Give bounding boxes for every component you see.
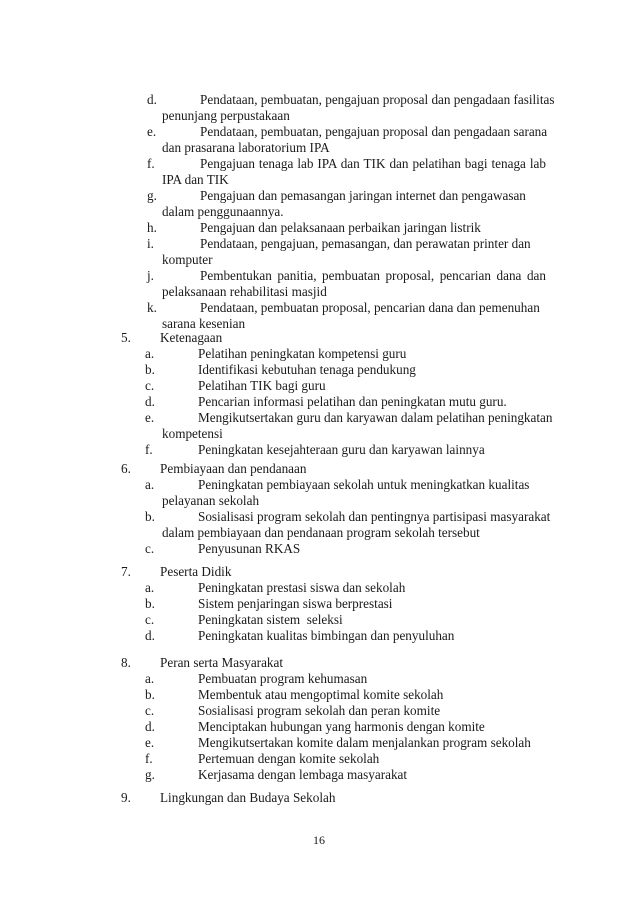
list-item xyxy=(0,671,638,687)
item-text: Mengikutsertakan guru dan karyawan dalam pelatihan peningkatan xyxy=(198,410,553,425)
list-item xyxy=(0,268,638,284)
item-text: Pengajuan dan pemasangan jaringan internet dan pengawasan xyxy=(200,188,526,203)
item-label: d. xyxy=(145,719,155,734)
page-number: 16 xyxy=(313,833,325,847)
section-number: 8. xyxy=(121,655,131,670)
list-item xyxy=(0,188,638,204)
top-list xyxy=(0,92,638,332)
section-number: 9. xyxy=(121,790,131,805)
item-continuation: pelaksanaan rehabilitasi masjid xyxy=(162,284,327,299)
section-heading xyxy=(0,461,638,477)
item-text: Kerjasama dengan lembaga masyarakat xyxy=(198,767,408,782)
section-title: Lingkungan dan Budaya Sekolah xyxy=(160,790,336,805)
item-continuation: pelayanan sekolah xyxy=(162,493,260,508)
list-item-continuation xyxy=(0,252,638,268)
list-item xyxy=(0,220,638,236)
list-item xyxy=(0,703,638,719)
list-item xyxy=(0,477,638,493)
section-title: Pembiayaan dan pendanaan xyxy=(160,461,307,476)
item-continuation: penunjang perpustakaan xyxy=(162,108,290,123)
list-item-continuation xyxy=(0,525,638,541)
list-item xyxy=(0,509,638,525)
list-item xyxy=(0,362,638,378)
list-item xyxy=(0,719,638,735)
item-label: d. xyxy=(145,628,155,643)
item-continuation: IPA dan TIK xyxy=(162,172,229,187)
item-text: Pembuatan program kehumasan xyxy=(198,671,368,686)
list-item-continuation xyxy=(0,108,638,124)
item-label: g. xyxy=(145,767,155,782)
item-label: c. xyxy=(145,541,155,556)
item-text: Membentuk atau mengoptimal komite sekolah xyxy=(198,687,444,702)
item-text: Peningkatan kualitas bimbingan dan penyuluhan xyxy=(198,628,455,643)
list-item xyxy=(0,596,638,612)
item-text: Pendataan, pembuatan, pengajuan proposal dan pengadaan fasilitas xyxy=(200,92,555,107)
list-item xyxy=(0,580,638,596)
item-text: Menciptakan hubungan yang harmonis dengan komite xyxy=(198,719,485,734)
item-text: Pendataan, pengajuan, pemasangan, dan perawatan printer dan xyxy=(200,236,531,251)
item-continuation: komputer xyxy=(162,252,213,267)
section-ketenagaan xyxy=(0,330,638,458)
item-text: Pembentukan panitia, pembuatan proposal, pencarian dana dan xyxy=(200,268,546,283)
item-label: g. xyxy=(147,188,157,203)
item-text: Peningkatan pembiayaan sekolah untuk meningkatkan kualitas xyxy=(198,477,530,492)
section-lingkungan-budaya xyxy=(0,790,638,806)
item-text: Pengajuan dan pelaksanaan perbaikan jaringan listrik xyxy=(200,220,481,235)
list-item xyxy=(0,92,638,108)
section-heading xyxy=(0,655,638,671)
item-continuation: dan prasarana laboratorium IPA xyxy=(162,140,330,155)
section-title: Peserta Didik xyxy=(160,564,232,579)
list-item xyxy=(0,410,638,426)
list-item xyxy=(0,735,638,751)
list-item-continuation xyxy=(0,172,638,188)
list-item xyxy=(0,124,638,140)
item-text: Peningkatan kesejahteraan guru dan karyawan lainnya xyxy=(198,442,485,457)
list-item xyxy=(0,541,638,557)
item-text: Sosialisasi program sekolah dan pentingnya partisipasi masyarakat xyxy=(198,509,551,524)
item-text: Pelatihan TIK bagi guru xyxy=(198,378,326,393)
item-label: k. xyxy=(147,300,157,315)
list-item xyxy=(0,687,638,703)
section-heading xyxy=(0,790,638,806)
item-label: a. xyxy=(145,671,155,686)
list-item-continuation xyxy=(0,493,638,509)
item-label: a. xyxy=(145,346,155,361)
item-text: Mengikutsertakan komite dalam menjalankan program sekolah xyxy=(198,735,531,750)
item-continuation: kompetensi xyxy=(162,426,223,441)
list-item xyxy=(0,767,638,783)
list-item xyxy=(0,346,638,362)
section-heading xyxy=(0,330,638,346)
item-label: b. xyxy=(145,362,155,377)
item-label: b. xyxy=(145,687,155,702)
section-heading xyxy=(0,564,638,580)
list-item-continuation xyxy=(0,140,638,156)
item-label: c. xyxy=(145,612,155,627)
item-text: Pendataan, pembuatan proposal, pencarian dana dan pemenuhan xyxy=(200,300,540,315)
item-label: e. xyxy=(147,124,157,139)
item-label: d. xyxy=(147,92,157,107)
item-label: a. xyxy=(145,580,155,595)
list-item-continuation xyxy=(0,284,638,300)
item-text: Peningkatan prestasi siswa dan sekolah xyxy=(198,580,406,595)
item-label: f. xyxy=(147,156,155,171)
item-label: a. xyxy=(145,477,155,492)
section-number: 6. xyxy=(121,461,131,476)
item-text: Pengajuan tenaga lab IPA dan TIK dan pelatihan bagi tenaga lab xyxy=(200,156,546,171)
item-label: f. xyxy=(145,751,153,766)
list-item-continuation xyxy=(0,426,638,442)
item-label: e. xyxy=(145,410,155,425)
section-peserta-didik xyxy=(0,564,638,644)
item-text: Sistem penjaringan siswa berprestasi xyxy=(198,596,393,611)
section-title: Ketenagaan xyxy=(160,330,223,345)
item-label: d. xyxy=(145,394,155,409)
section-number: 5. xyxy=(121,330,131,345)
item-label: h. xyxy=(147,220,157,235)
item-text: Pelatihan peningkatan kompetensi guru xyxy=(198,346,407,361)
section-number: 7. xyxy=(121,564,131,579)
item-label: f. xyxy=(145,442,153,457)
item-text: Pendataan, pembuatan, pengajuan proposal dan pengadaan sarana xyxy=(200,124,548,139)
list-item xyxy=(0,300,638,316)
list-item xyxy=(0,628,638,644)
list-item xyxy=(0,394,638,410)
item-continuation: dalam pembiayaan dan pendanaan program sekolah tersebut xyxy=(162,525,480,540)
item-label: e. xyxy=(145,735,155,750)
section-pembiayaan xyxy=(0,461,638,557)
item-text: Pertemuan dengan komite sekolah xyxy=(198,751,380,766)
list-item xyxy=(0,378,638,394)
item-label: c. xyxy=(145,703,155,718)
list-item xyxy=(0,612,638,628)
item-text: Sosialisasi program sekolah dan peran komite xyxy=(198,703,441,718)
item-label: j. xyxy=(147,268,154,283)
list-item xyxy=(0,236,638,252)
item-label: i. xyxy=(147,236,154,251)
item-text: Peningkatan sistem seleksi xyxy=(198,612,343,627)
list-item xyxy=(0,442,638,458)
item-label: b. xyxy=(145,509,155,524)
section-peran-serta-masyarakat xyxy=(0,655,638,783)
item-label: c. xyxy=(145,378,155,393)
item-text: Identifikasi kebutuhan tenaga pendukung xyxy=(198,362,416,377)
list-item xyxy=(0,156,638,172)
item-text: Pencarian informasi pelatihan dan peningkatan mutu guru. xyxy=(198,394,507,409)
list-item-continuation xyxy=(0,204,638,220)
item-continuation: dalam penggunaannya. xyxy=(162,204,284,219)
item-text: Penyusunan RKAS xyxy=(198,541,301,556)
item-continuation: sarana kesenian xyxy=(162,316,246,331)
item-label: b. xyxy=(145,596,155,611)
section-title: Peran serta Masyarakat xyxy=(160,655,284,670)
list-item xyxy=(0,751,638,767)
